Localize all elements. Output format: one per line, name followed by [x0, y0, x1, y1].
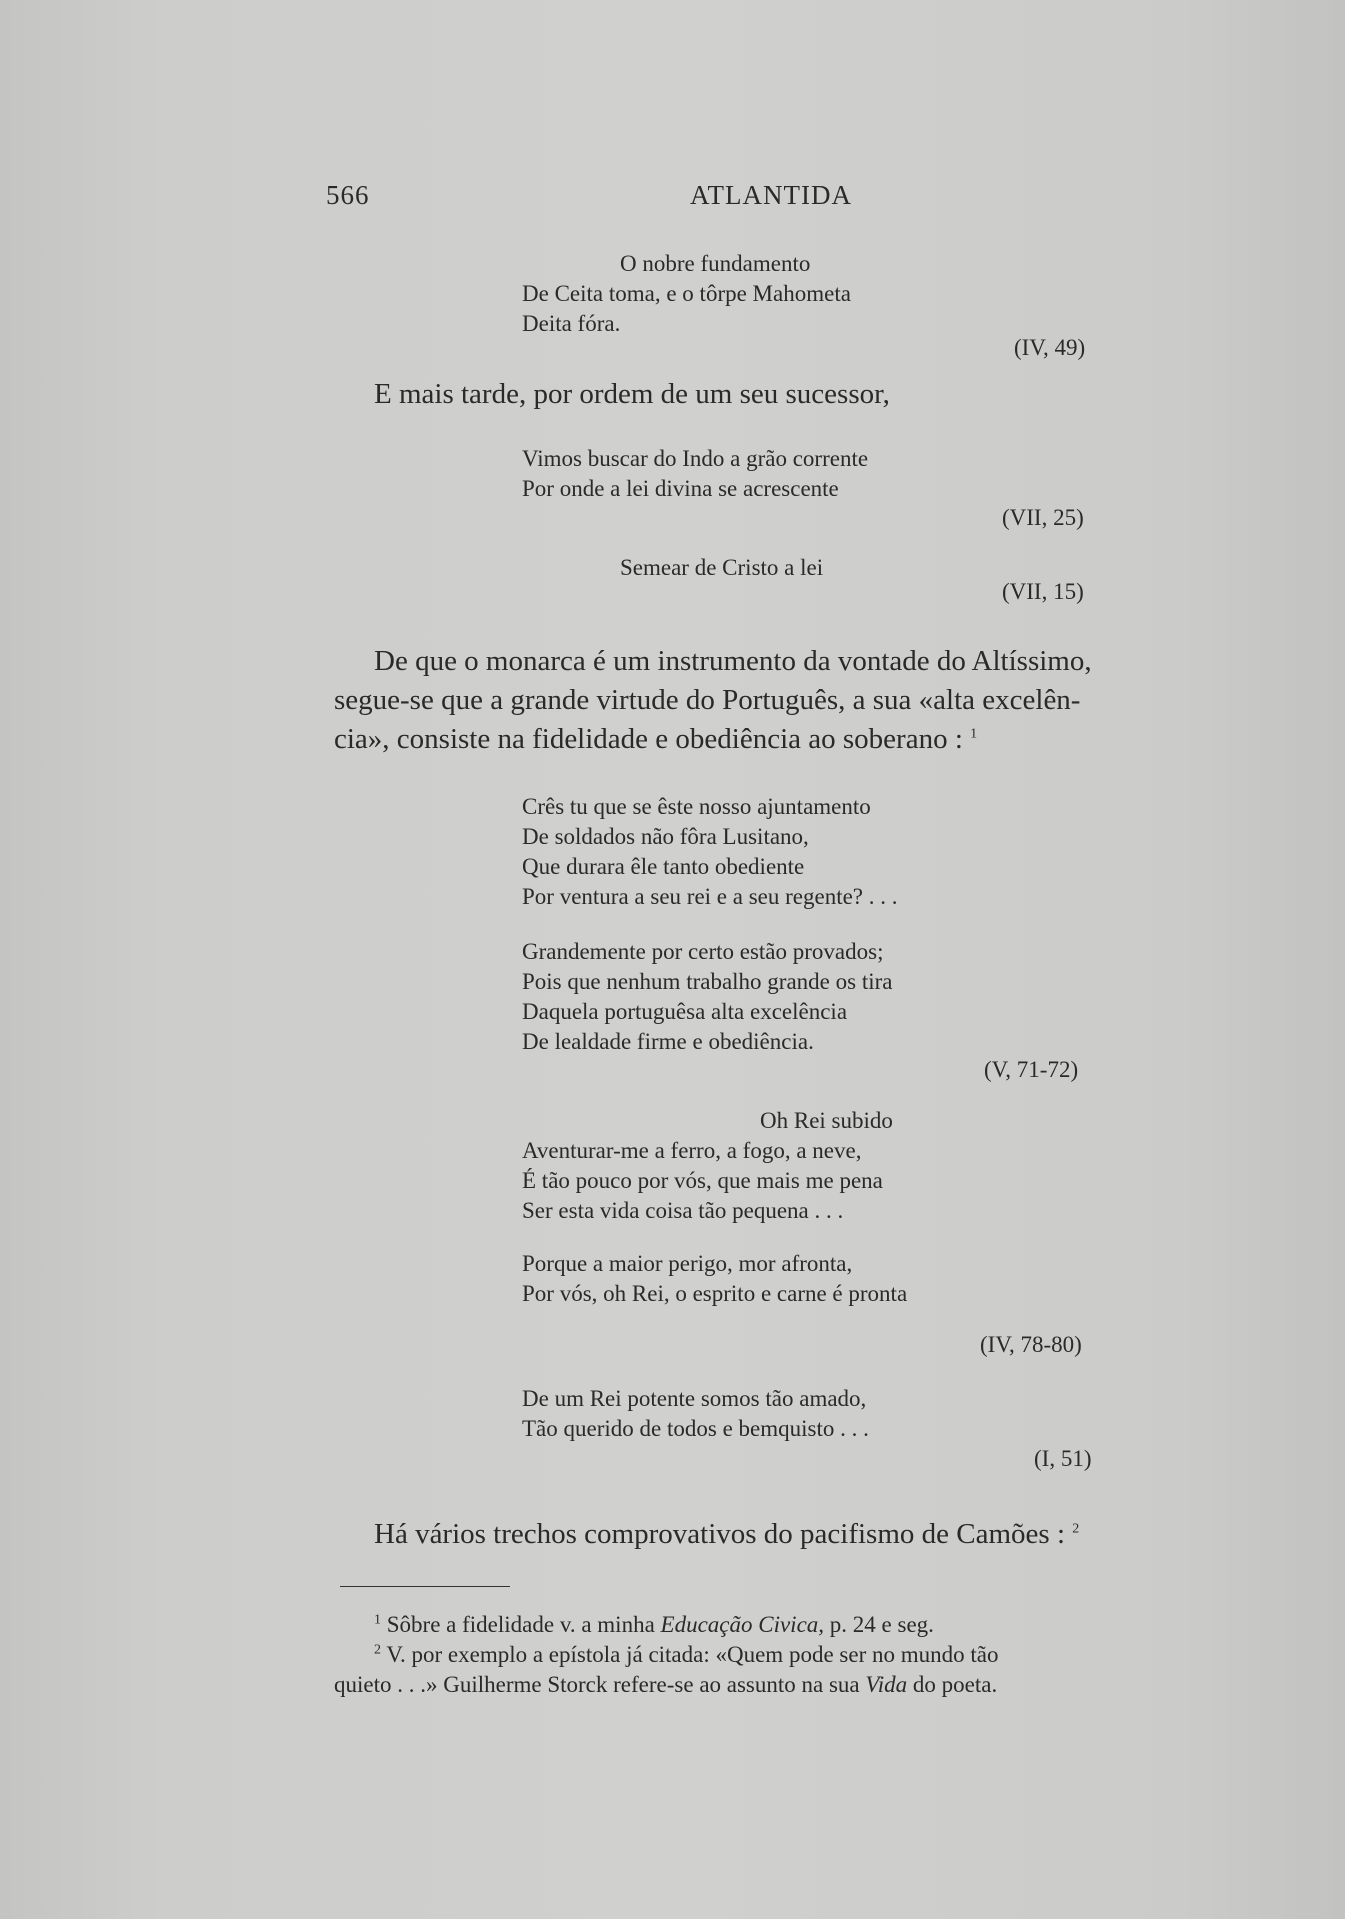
footnote-2-continuation: quieto . . .» Guilherme Storck refere-se ao assunto na sua Vida do poeta. — [334, 1672, 998, 1697]
verse-line: O nobre fundamento — [620, 251, 811, 276]
footnote-work-title: Vida — [865, 1672, 908, 1697]
verse-line: De Ceita toma, e o tôrpe Mahometa — [522, 281, 851, 306]
footnote-2: $^2$ V. por exemplo a epístola já citada: «Quem pode ser no mundo tão — [374, 1642, 999, 1667]
verse-citation: (V, 71-72) — [984, 1057, 1079, 1082]
verse-line: Por onde a lei divina se acrescente — [522, 476, 839, 501]
verse-line: Vimos buscar do Indo a grão corrente — [522, 446, 869, 471]
verse-citation: (I, 51) — [1034, 1446, 1092, 1471]
body-paragraph: Há vários trechos comprovativos do pacifismo de Camões : $^2$ — [374, 1518, 1080, 1550]
verse-citation: (VII, 15) — [1002, 579, 1084, 604]
verse-line: Daquela portuguêsa alta excelência — [522, 999, 848, 1024]
verse-line: Porque a maior perigo, mor afronta, — [522, 1251, 853, 1276]
verse-citation: (IV, 49) — [1014, 335, 1086, 360]
footnote-1: $^1$ Sôbre a fidelidade v. a minha Educação Civica, p. 24 e seg. — [374, 1612, 934, 1637]
verse-line: De um Rei potente somos tão amado, — [522, 1386, 867, 1411]
verse-line: Que durara êle tanto obediente — [522, 854, 805, 879]
verse-line: Oh Rei subido — [760, 1108, 893, 1133]
footnote-divider — [340, 1586, 510, 1587]
body-paragraph: E mais tarde, por ordem de um seu sucessor, — [374, 378, 890, 410]
verse-line: Pois que nenhum trabalho grande os tira — [522, 969, 893, 994]
body-paragraph-line: segue-se que a grande virtude do Português, a sua «alta excelên- — [334, 684, 1081, 716]
verse-line: Crês tu que se êste nosso ajuntamento — [522, 794, 871, 819]
verse-citation: (IV, 78-80) — [980, 1332, 1082, 1357]
verse-line: Por ventura a seu rei e a seu regente? . . . — [522, 884, 898, 909]
verse-line: Por vós, oh Rei, o esprito e carne é pronta — [522, 1281, 908, 1306]
body-paragraph-line: cia», consiste na fidelidade e obediência ao soberano : $^1$ — [334, 723, 978, 755]
body-paragraph-line: De que o monarca é um instrumento da vontade do Altíssimo, — [374, 645, 1092, 677]
verse-line: É tão pouco por vós, que mais me pena — [522, 1168, 883, 1193]
running-title: ATLANTIDA — [690, 180, 852, 210]
verse-line: Deita fóra. — [522, 311, 621, 336]
verse-citation: (VII, 25) — [1002, 505, 1084, 530]
verse-line: Aventurar-me a ferro, a fogo, a neve, — [522, 1138, 862, 1163]
verse-line: Grandemente por certo estão provados; — [522, 939, 884, 964]
page-number: 566 — [326, 180, 370, 210]
verse-line: Semear de Cristo a lei — [620, 555, 824, 580]
footnote-reference: 1 — [970, 726, 978, 742]
verse-line: Ser esta vida coisa tão pequena . . . — [522, 1198, 844, 1223]
footnote-reference: 2 — [1072, 1521, 1080, 1537]
verse-line: De lealdade firme e obediência. — [522, 1029, 814, 1054]
footnote-work-title: Educação Civica, — [660, 1612, 825, 1637]
verse-line: Tão querido de todos e bemquisto . . . — [522, 1416, 869, 1441]
verse-line: De soldados não fôra Lusitano, — [522, 824, 809, 849]
